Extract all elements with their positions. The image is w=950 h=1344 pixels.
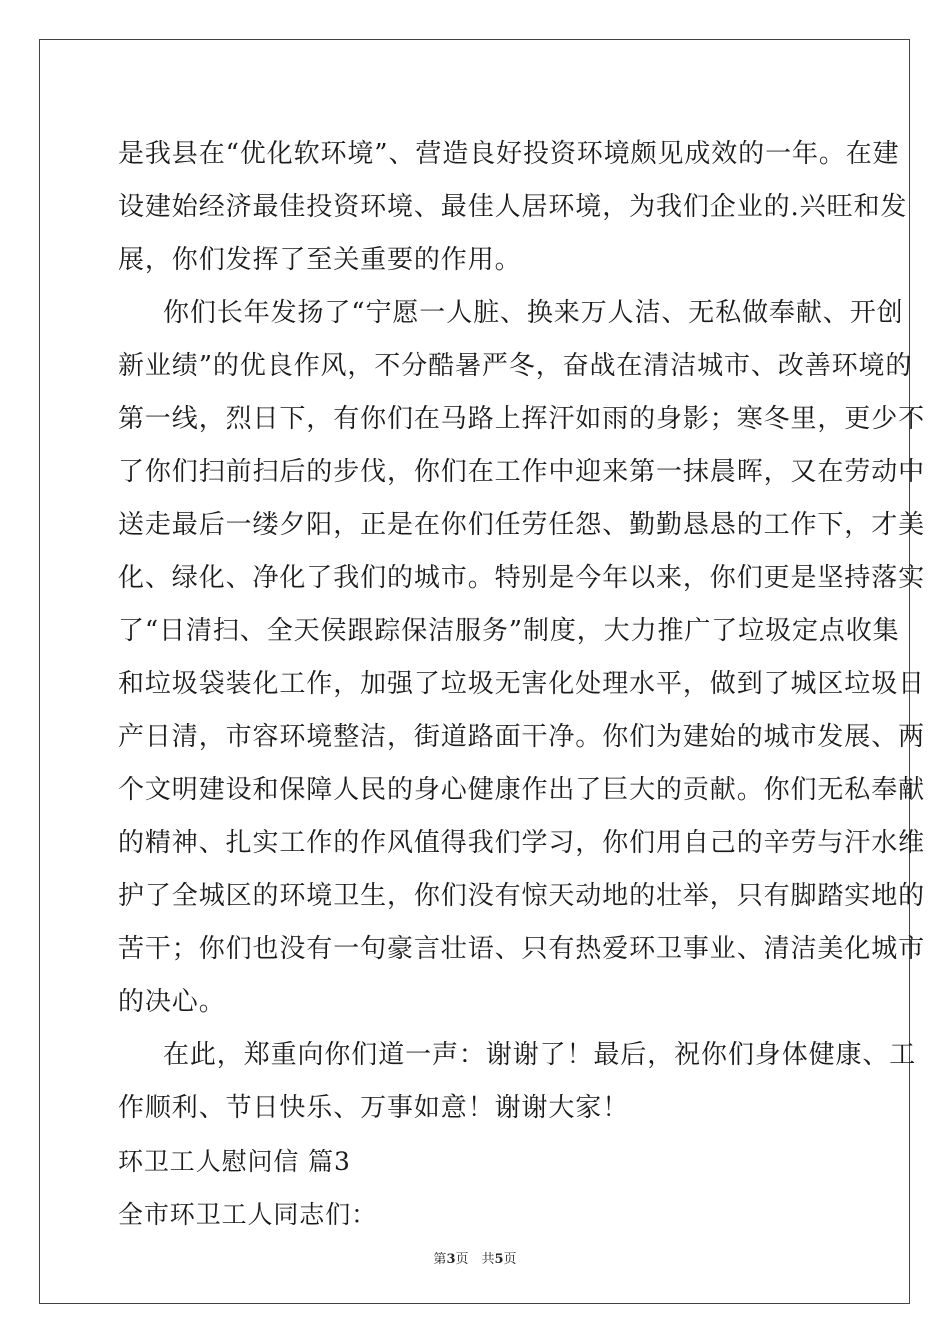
document-body: [118, 128, 926, 1241]
text-line: 和垃圾袋装化工作，加强了垃圾无害化处理水平，做到了城区垃圾日: [118, 669, 926, 699]
text-line: 了“日清扫、全天侯跟踪保洁服务”制度，大力推广了垃圾定点收集: [118, 616, 900, 646]
section-title: 环卫工人慰问信 篇3: [118, 1147, 351, 1176]
text-line: 新业绩”的优良作风，不分酷暑严冬，奋战在清洁城市、改善环境的: [118, 351, 913, 381]
footer-prefix: 第: [433, 1252, 447, 1267]
paragraph-3: [118, 1029, 917, 1135]
current-page-number: 3: [446, 1252, 456, 1267]
footer-suffix: 页: [503, 1252, 517, 1267]
page-footer: [0, 1248, 950, 1267]
text-line: 的精神、扎实工作的作风值得我们学习，你们用自己的辛劳与汗水维: [118, 828, 926, 858]
text-line: 作顺利、节日快乐、万事如意！谢谢大家！: [118, 1093, 630, 1123]
text-line: 产日清，市容环境整洁，街道路面干净。你们为建始的城市发展、两: [118, 722, 926, 752]
text-line: 展，你们发挥了至关重要的作用。: [118, 245, 522, 275]
text-line: 的决心。: [118, 987, 226, 1017]
text-line: 你们长年发扬了“宁愿一人脏、换来万人洁、无私做奉献、开创: [163, 298, 904, 328]
text-line: 苦干；你们也没有一句豪言壮语、只有热爱环卫事业、清洁美化城市: [118, 934, 926, 964]
text-line: 护了全城区的环境卫生，你们没有惊天动地的壮举，只有脚踏实地的: [118, 881, 926, 911]
total-pages-number: 5: [494, 1252, 504, 1267]
salutation: 全市环卫工人同志们：: [118, 1200, 378, 1229]
paragraph-2: [118, 287, 926, 1029]
paragraph-1: [118, 128, 908, 287]
text-line: 是我县在“优化软环境”、营造良好投资环境颇见成效的一年。在建: [118, 139, 900, 169]
text-line: 化、绿化、净化了我们的城市。特别是今年以来，你们更是坚持落实: [118, 563, 926, 593]
text-line: 设建始经济最佳投资环境、最佳人居环境，为我们企业的.兴旺和发: [118, 192, 908, 222]
text-line: 在此，郑重向你们道一声：谢谢了！最后，祝你们身体健康、工: [163, 1040, 917, 1070]
text-line: 第一线，烈日下，有你们在马路上挥汗如雨的身影；寒冬里，更少不: [118, 404, 926, 434]
text-line: 个文明建设和保障人民的身心健康作出了巨大的贡献。你们无私奉献: [118, 775, 926, 805]
footer-mid: 页 共: [455, 1252, 495, 1267]
text-line: 了你们扫前扫后的步伐，你们在工作中迎来第一抹晨晖，又在劳动中: [118, 457, 926, 487]
text-line: 送走最后一缕夕阳，正是在你们任劳任怨、勤勤恳恳的工作下，才美: [118, 510, 926, 540]
